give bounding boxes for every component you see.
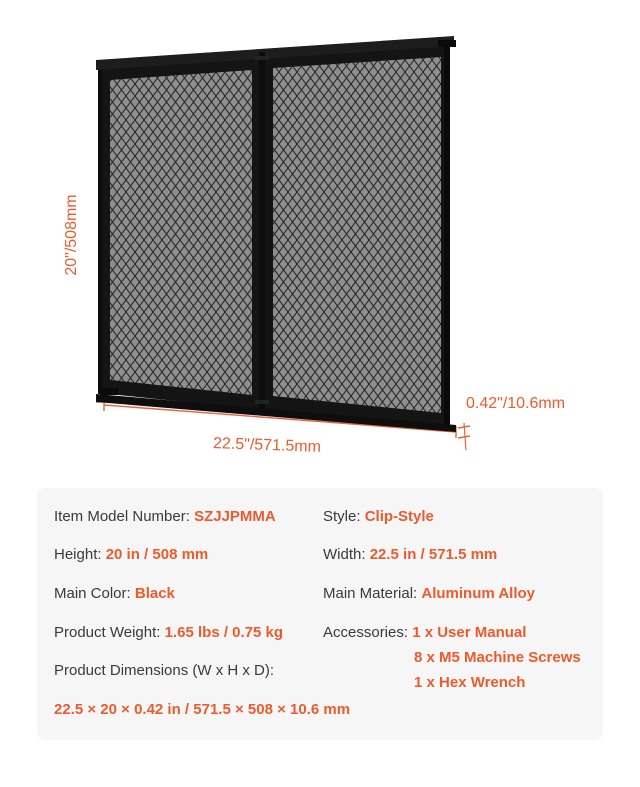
spec-style-label: Style: bbox=[323, 508, 361, 525]
spec-material-label: Main Material: bbox=[323, 585, 418, 602]
spec-color-label: Main Color: bbox=[54, 585, 131, 602]
spec-weight-value: 1.65 lbs / 0.75 kg bbox=[164, 624, 284, 641]
accessory-item: 1 x Hex Wrench bbox=[414, 674, 526, 691]
height-dimension-label: 20"/508mm bbox=[63, 194, 80, 276]
spec-height-label: Height: bbox=[54, 546, 102, 563]
left-screen-panel bbox=[98, 52, 262, 410]
right-screen-panel bbox=[262, 40, 450, 428]
depth-dimension-line bbox=[458, 423, 470, 450]
spec-model-value: SZJJPMMA bbox=[194, 508, 276, 525]
hinge-top bbox=[255, 56, 269, 60]
accessory-item: 1 x User Manual bbox=[412, 624, 527, 641]
depth-dimension-label: 0.42"/10.6mm bbox=[466, 395, 566, 412]
spec-weight bbox=[54, 624, 283, 641]
spec-dimensions-label: Product Dimensions (W x H x D): bbox=[54, 662, 275, 679]
spec-dimensions-value: 22.5 × 20 × 0.42 in / 571.5 × 508 × 10.6 mm bbox=[54, 701, 351, 718]
spec-material bbox=[323, 585, 535, 602]
spec-weight-label: Product Weight: bbox=[54, 624, 161, 641]
spec-width bbox=[323, 546, 497, 563]
spec-model bbox=[54, 508, 276, 525]
spec-accessories bbox=[323, 624, 526, 641]
spec-width-value: 22.5 in / 571.5 mm bbox=[369, 546, 498, 563]
spec-style-value: Clip-Style bbox=[364, 508, 434, 525]
spec-accessories-label: Accessories: bbox=[323, 624, 409, 641]
hinge-bottom bbox=[255, 400, 269, 404]
spec-material-value: Aluminum Alloy bbox=[421, 585, 535, 602]
spec-color-value: Black bbox=[134, 585, 175, 602]
spec-height bbox=[54, 546, 208, 563]
specs-card bbox=[37, 488, 603, 740]
spec-color bbox=[54, 585, 175, 602]
accessory-item: 8 x M5 Machine Screws bbox=[414, 649, 581, 666]
spec-height-value: 20 in / 508 mm bbox=[105, 546, 209, 563]
width-dimension-label: 22.5"/571.5mm bbox=[212, 435, 322, 456]
spec-style bbox=[323, 508, 434, 525]
spec-width-label: Width: bbox=[323, 546, 366, 563]
spec-model-label: Item Model Number: bbox=[54, 508, 190, 525]
center-divider bbox=[259, 52, 265, 410]
